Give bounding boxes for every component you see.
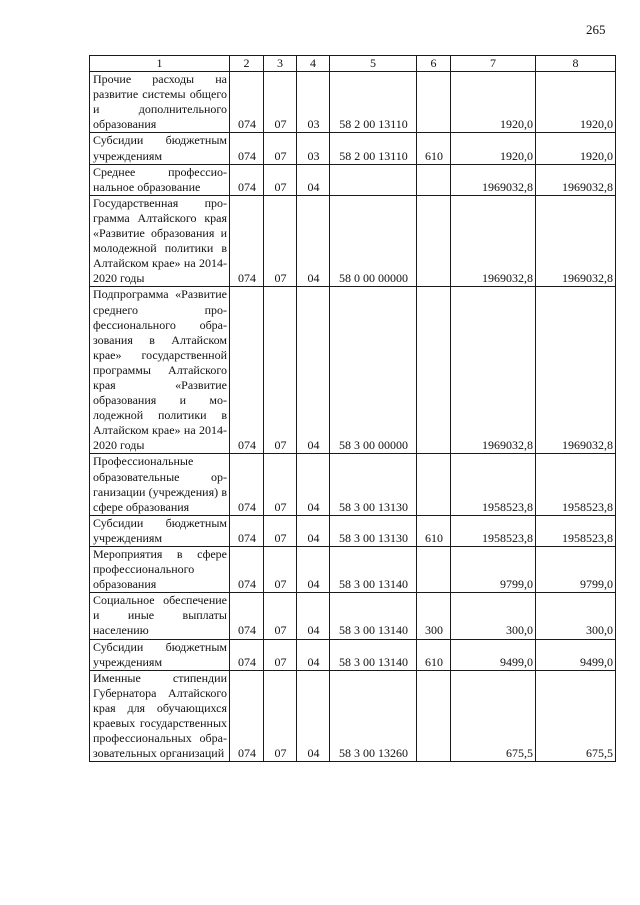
table-row [90,454,616,515]
ministry-code-cell: 074 [230,287,264,454]
subsection-code-cell: 04 [297,547,330,593]
section-code-cell: 07 [264,639,297,670]
header-cell: 3 [264,56,297,72]
target-article-cell: 58 2 00 13110 [330,72,417,133]
amount-year1-cell: 1969032,8 [451,195,536,287]
row-name-cell: Прочие расходы на развитие системы общего и дополнительного образования [90,72,230,133]
expense-type-cell: 300 [417,593,451,639]
expense-type-cell [417,670,451,762]
target-article-cell: 58 3 00 13130 [330,515,417,546]
table-row [90,287,616,454]
section-code-cell: 07 [264,593,297,639]
ministry-code-cell: 074 [230,670,264,762]
header-cell: 8 [536,56,616,72]
table-row [90,195,616,287]
subsection-code-cell: 03 [297,133,330,164]
ministry-code-cell: 074 [230,454,264,515]
row-name-cell: Мероприятия в сфере профессионального образования [90,547,230,593]
table-row [90,547,616,593]
amount-year1-cell: 9799,0 [451,547,536,593]
budget-table [89,55,616,762]
table-row [90,72,616,133]
table-row [90,593,616,639]
header-cell: 1 [90,56,230,72]
amount-year1-cell: 1920,0 [451,72,536,133]
expense-type-cell [417,454,451,515]
amount-year1-cell: 1969032,8 [451,287,536,454]
expense-type-cell [417,72,451,133]
amount-year1-cell: 1920,0 [451,133,536,164]
amount-year1-cell: 675,5 [451,670,536,762]
section-code-cell: 07 [264,454,297,515]
expense-type-cell [417,287,451,454]
row-name-cell: Государственная программа Алтайского края «Развитие образования и молодежной политики в Алтайском крае» на 2014-2020 годы [90,195,230,287]
section-code-cell: 07 [264,195,297,287]
target-article-cell: 58 3 00 13130 [330,454,417,515]
header-cell: 2 [230,56,264,72]
table-row [90,164,616,195]
amount-year2-cell: 1969032,8 [536,195,616,287]
expense-type-cell [417,547,451,593]
target-article-cell: 58 3 00 00000 [330,287,417,454]
ministry-code-cell: 074 [230,515,264,546]
row-name-cell: Социальное обеспечение и иные выплаты населению [90,593,230,639]
amount-year2-cell: 675,5 [536,670,616,762]
amount-year1-cell: 300,0 [451,593,536,639]
subsection-code-cell: 04 [297,195,330,287]
header-cell: 7 [451,56,536,72]
amount-year2-cell: 1969032,8 [536,287,616,454]
amount-year2-cell: 1920,0 [536,72,616,133]
amount-year2-cell: 9499,0 [536,639,616,670]
section-code-cell: 07 [264,287,297,454]
amount-year2-cell: 9799,0 [536,547,616,593]
expense-type-cell [417,164,451,195]
section-code-cell: 07 [264,515,297,546]
ministry-code-cell: 074 [230,195,264,287]
header-cell: 4 [297,56,330,72]
section-code-cell: 07 [264,133,297,164]
expense-type-cell: 610 [417,133,451,164]
ministry-code-cell: 074 [230,133,264,164]
amount-year1-cell: 9499,0 [451,639,536,670]
ministry-code-cell: 074 [230,72,264,133]
target-article-cell: 58 2 00 13110 [330,133,417,164]
amount-year2-cell: 1969032,8 [536,164,616,195]
subsection-code-cell: 04 [297,639,330,670]
amount-year1-cell: 1969032,8 [451,164,536,195]
section-code-cell: 07 [264,164,297,195]
target-article-cell [330,164,417,195]
table-row [90,515,616,546]
amount-year1-cell: 1958523,8 [451,515,536,546]
row-name-cell: Подпрограмма «Развитие среднего профессионального образования в Алтайском крае» государственной программы Алтайского края «Развитие образования и молодежной политики в Алтайском крае» на 2014-2020 годы [90,287,230,454]
ministry-code-cell: 074 [230,547,264,593]
expense-type-cell: 610 [417,639,451,670]
subsection-code-cell: 04 [297,515,330,546]
page-number: 265 [586,22,606,37]
header-row [90,56,616,72]
amount-year1-cell: 1958523,8 [451,454,536,515]
subsection-code-cell: 04 [297,593,330,639]
header-cell: 5 [330,56,417,72]
expense-type-cell: 610 [417,515,451,546]
target-article-cell: 58 3 00 13260 [330,670,417,762]
section-code-cell: 07 [264,72,297,133]
subsection-code-cell: 04 [297,287,330,454]
ministry-code-cell: 074 [230,593,264,639]
section-code-cell: 07 [264,670,297,762]
amount-year2-cell: 1920,0 [536,133,616,164]
subsection-code-cell: 04 [297,454,330,515]
row-name-cell: Субсидии бюджетным учреждениям [90,639,230,670]
expense-type-cell [417,195,451,287]
target-article-cell: 58 0 00 00000 [330,195,417,287]
subsection-code-cell: 04 [297,670,330,762]
subsection-code-cell: 04 [297,164,330,195]
amount-year2-cell: 1958523,8 [536,515,616,546]
row-name-cell: Субсидии бюджетным учреждениям [90,133,230,164]
row-name-cell: Среднее профессиональное образование [90,164,230,195]
ministry-code-cell: 074 [230,639,264,670]
table-row [90,670,616,762]
target-article-cell: 58 3 00 13140 [330,639,417,670]
table-body [90,72,616,762]
target-article-cell: 58 3 00 13140 [330,547,417,593]
amount-year2-cell: 1958523,8 [536,454,616,515]
amount-year2-cell: 300,0 [536,593,616,639]
section-code-cell: 07 [264,547,297,593]
ministry-code-cell: 074 [230,164,264,195]
row-name-cell: Профессиональные образовательные организации (учреждения) в сфере образования [90,454,230,515]
table-row [90,133,616,164]
table-row [90,639,616,670]
subsection-code-cell: 03 [297,72,330,133]
header-cell: 6 [417,56,451,72]
row-name-cell: Субсидии бюджетным учреждениям [90,515,230,546]
row-name-cell: Именные стипендии Губернатора Алтайского края для обучающихся краевых государственных профессиональных образовательных организаций [90,670,230,762]
target-article-cell: 58 3 00 13140 [330,593,417,639]
